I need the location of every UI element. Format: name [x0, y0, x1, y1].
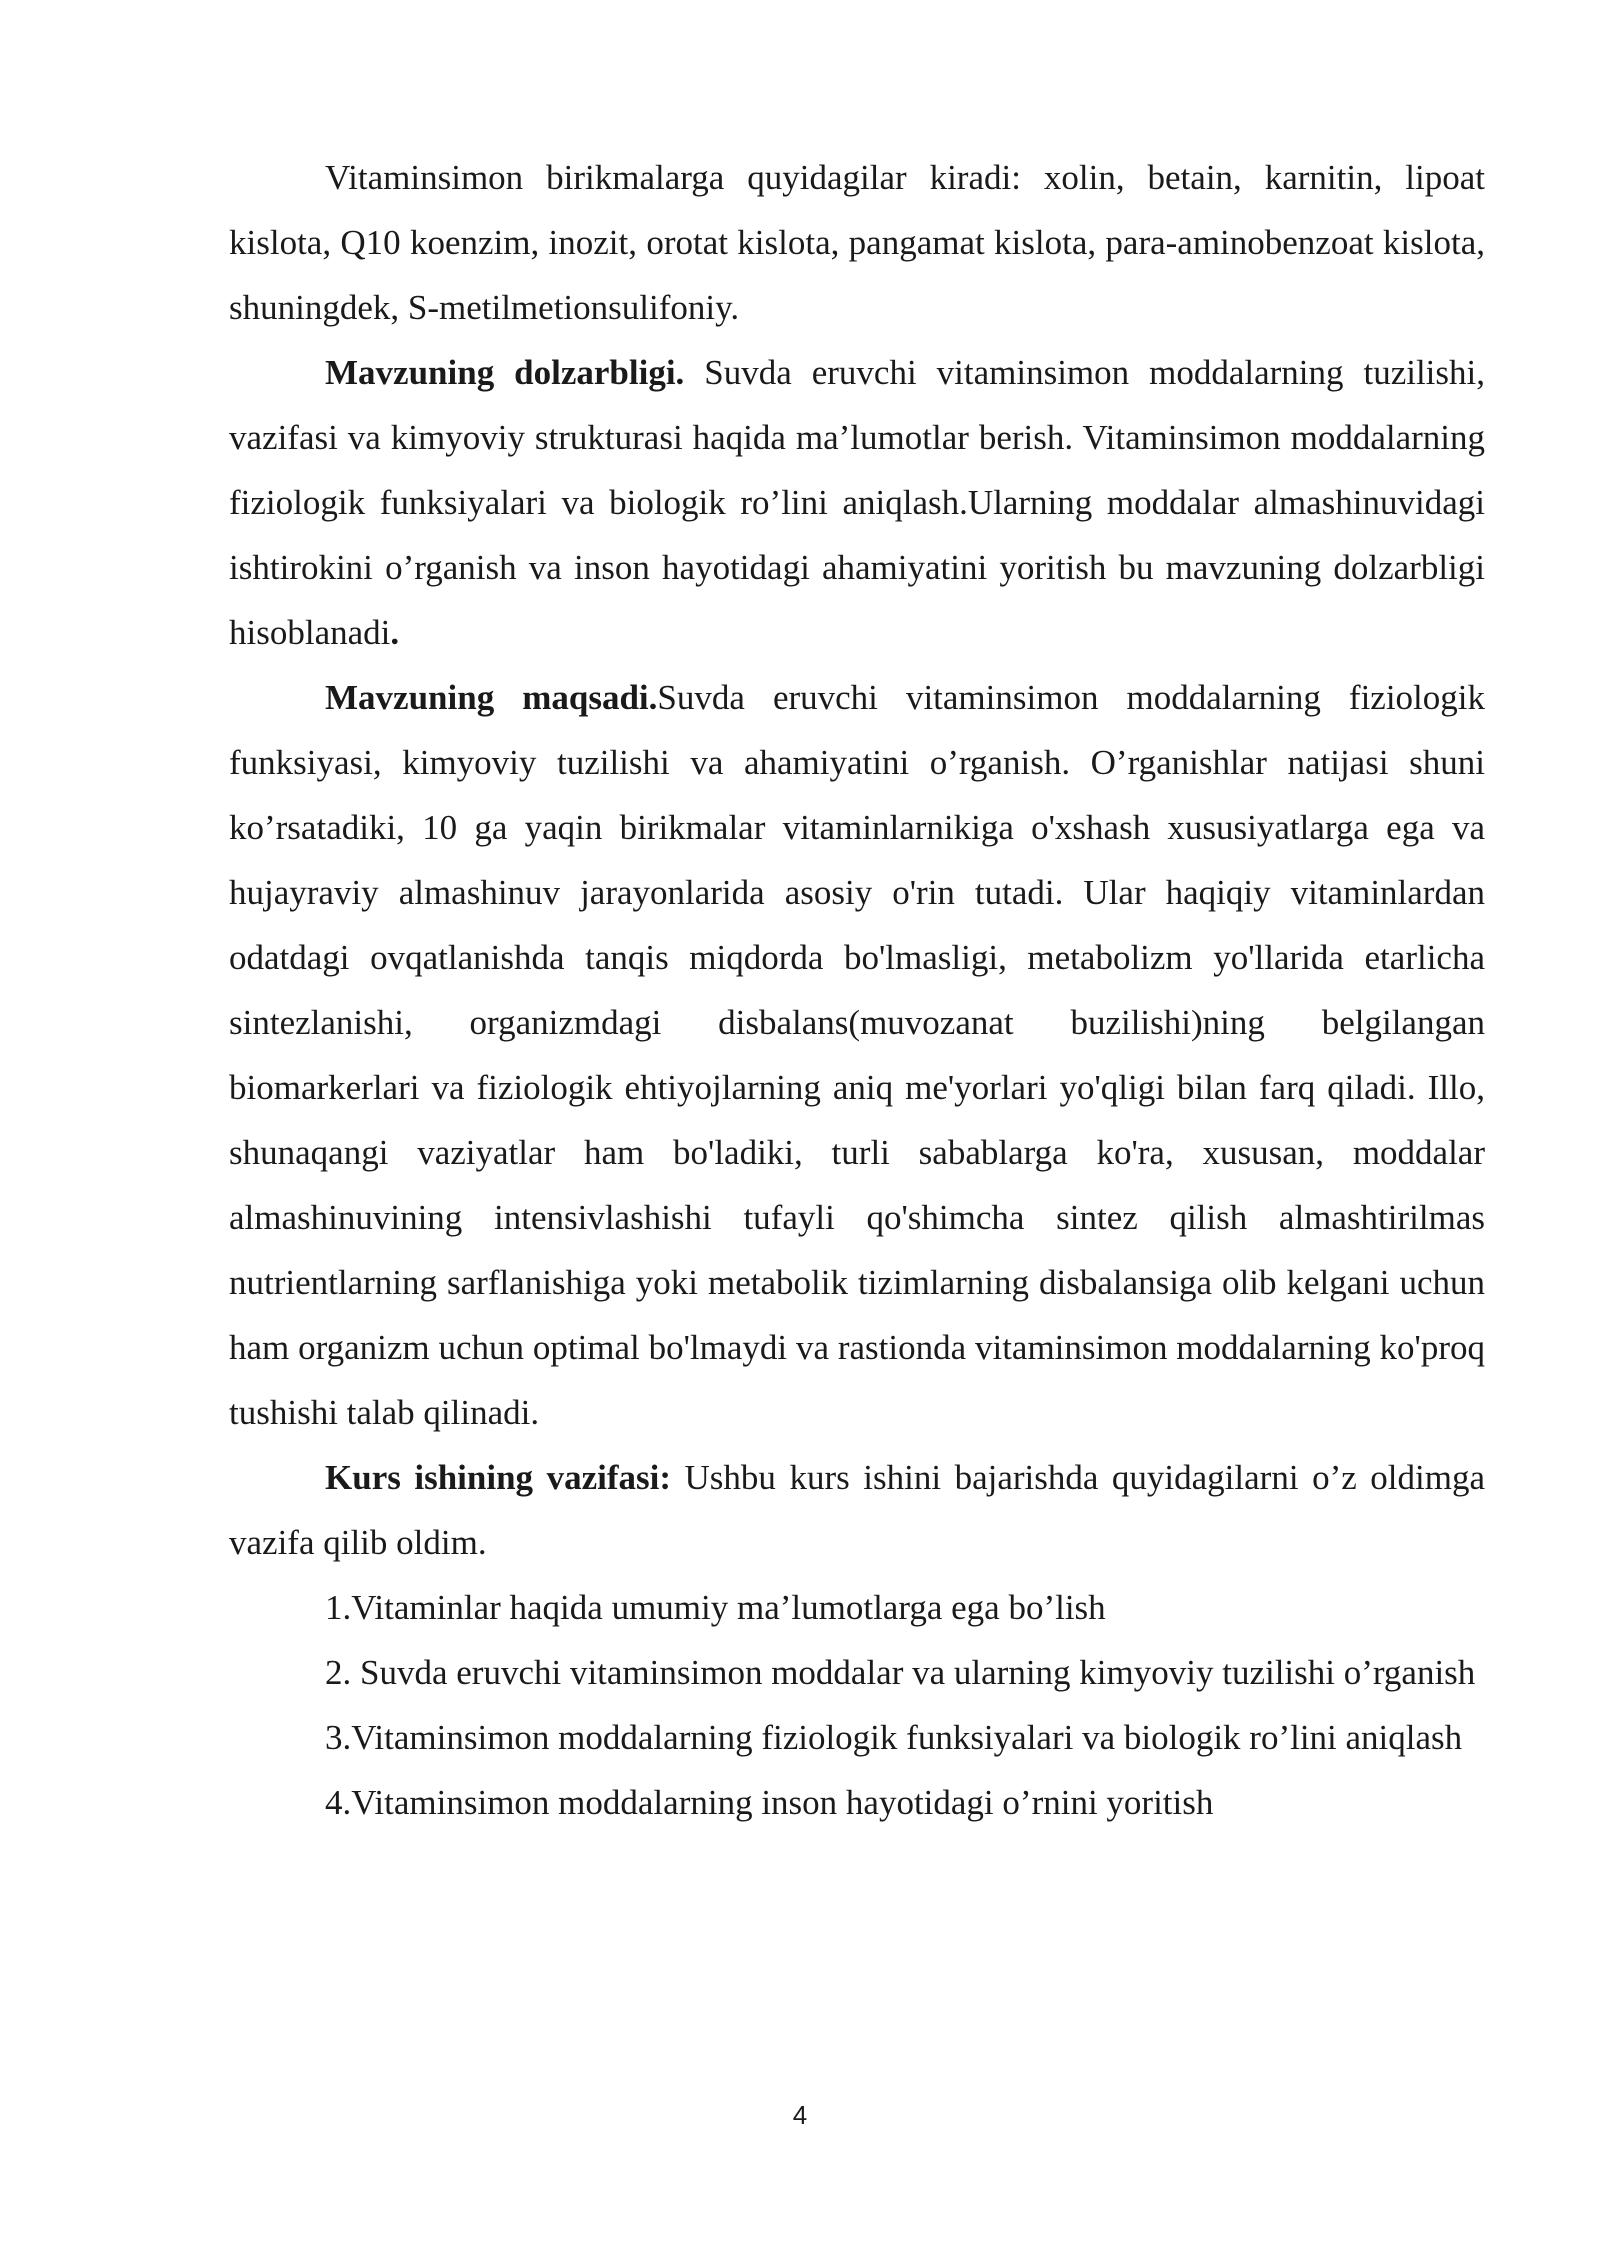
page-number: 4 — [792, 2100, 808, 2130]
tasks-heading: Kurs ishining vazifasi: — [325, 1458, 671, 1497]
relevance-paragraph — [229, 340, 1485, 665]
intro-paragraph: Vitaminsimon birikmalarga quyidagilar kiradi: xolin, betain, karnitin, lipoat kislota, Q10 koenzim, inozit, orotat kislota, pangamat kislota, para-aminobenzoat kislota, shuningdek, S-metilmetionsulifoniy. — [229, 158, 1485, 327]
document-body — [229, 145, 1485, 1835]
tasks-paragraph — [229, 1445, 1485, 1575]
task-item-4: 4.Vitaminsimon moddalarning inson hayotidagi o’rnini yoritish — [325, 1783, 1214, 1822]
task-item-2: 2. Suvda eruvchi vitaminsimon moddalar va ularning kimyoviy tuzilishi o’rganish — [325, 1653, 1476, 1692]
goal-heading: Mavzuning maqsadi. — [325, 678, 658, 717]
relevance-heading: Mavzuning dolzarbligi. — [325, 353, 685, 392]
task-item-1: 1.Vitaminlar haqida umumiy ma’lumotlarga ega bo’lish — [325, 1588, 1106, 1627]
relevance-end: . — [390, 613, 400, 652]
tasks-text: Ushbu kurs ishini bajarishda quyidagilarni o’z oldimga vazifa qilib oldim. — [229, 1458, 1485, 1562]
task-item-3: 3.Vitaminsimon moddalarning fiziologik funksiyalari va biologik ro’lini aniqlash — [325, 1718, 1463, 1757]
goal-text: Suvda eruvchi vitaminsimon moddalarning fiziologik funksiyasi, kimyoviy tuzilishi va ahamiyatini o’rganish. O’rganishlar natijasi shuni ko’rsatadiki, 10 ga yaqin birikmalar vitaminlarnikiga o'xshash xususiyatlarga ega va hujayraviy almashinuv jarayonlarida asosiy o'rin tutadi. Ular haqiqiy vitaminlardan odatdagi ovqatlanishda tanqis miqdorda bo'lmasligi, metabolizm yo'llarida etarlicha sintezlanishi, organizmdagi disbalans(muvozanat buzilishi)ning belgilangan biomarkerlari va fiziologik ehtiyojlarning aniq me'yorlari yo'qligi bilan farq qiladi. Illo, shunaqangi vaziyatlar ham bo'ladiki, turli sabablarga ko'ra, xususan, moddalar almashinuvining intensivlashishi tufayli qo'shimcha sintez qilish almashtirilmas nutrientlarning sarflanishiga yoki metabolik tizimlarning disbalansiga olib kelgani uchun ham organizm uchun optimal bo'lmaydi va rastionda vitaminsimon moddalarning ko'proq tushishi talab qilinadi. — [229, 678, 1486, 1432]
goal-paragraph — [229, 665, 1485, 1445]
relevance-text: Suvda eruvchi vitaminsimon moddalarning tuzilishi, vazifasi va kimyoviy strukturasi haqida ma’lumotlar berish. Vitaminsimon moddalarning fiziologik funksiyalari va biologik ro’lini aniqlash.Ularning moddalar almashinuvidagi ishtirokini o’rganish va inson hayotidagi ahamiyatini yoritish bu mavzuning dolzarbligi hisoblanadi — [229, 353, 1486, 652]
